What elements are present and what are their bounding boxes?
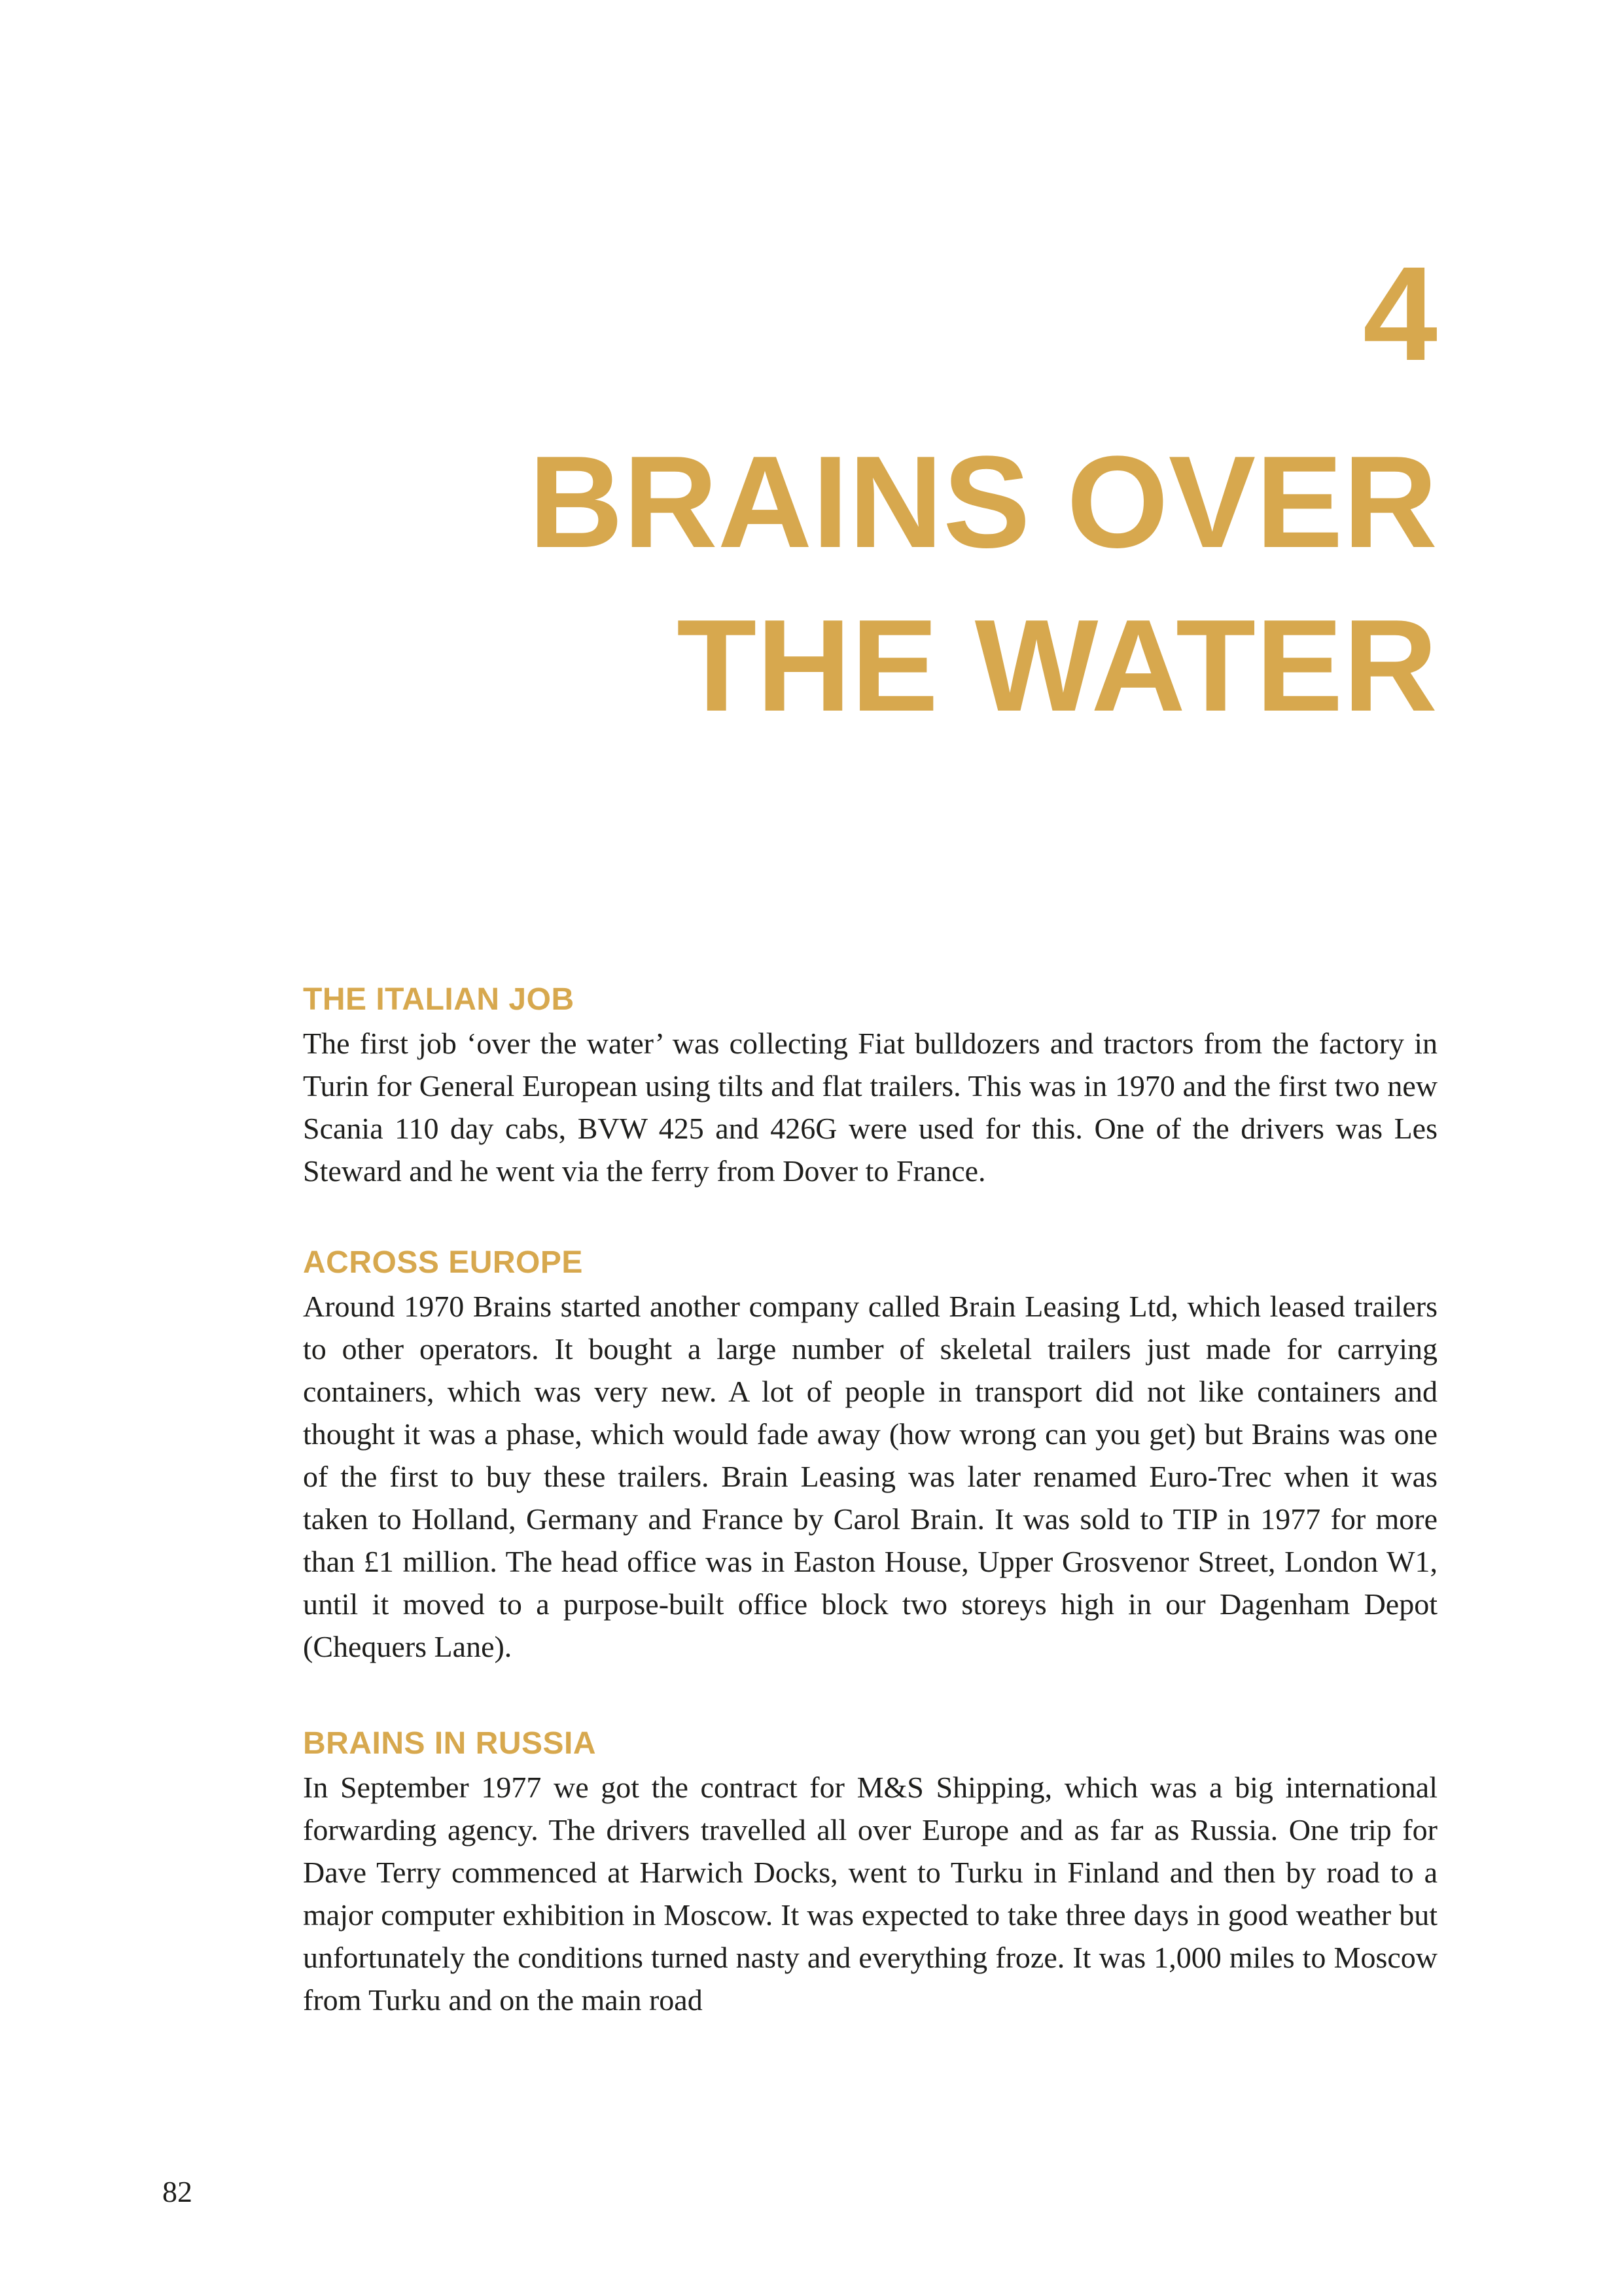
section-paragraph: In September 1977 we got the contract for M&S Shipping, which was a big international forwarding agency. The drivers travelled all over Europe and as far as Russia. One trip for Dave Terry commenced at Harwich Docks, went to Turku in Finland and then by road to a major computer exhibition in Moscow. It was expected to take three days in good weather but unfortunately the conditions turned nasty and everything froze. It was 1,000 miles to Moscow from Turku and on the main road: [303, 1771, 1438, 2017]
section-paragraph: Around 1970 Brains started another company called Brain Leasing Ltd, which leased trailers to other operators. It bought a large number of skeletal trailers just made for carrying containers, which was very new. A lot of people in transport did not like containers and thought it was a phase, which would fade away (how wrong can you get) but Brains was one of the first to buy these trailers. Brain Leasing was later renamed Euro-Trec when it was taken to Holland, Germany and France by Carol Brain. It was sold to TIP in 1977 for more than £1 million. The head office was in Easton House, Upper Grosvenor Street, London W1, until it moved to a purpose-built office block two storeys high in our Dagenham Depot (Chequers Lane).: [303, 1290, 1438, 1663]
section-brains-in-russia: [303, 1725, 1438, 2021]
text-column: [303, 981, 1438, 2021]
chapter-number: 4: [1362, 239, 1438, 389]
section-heading: THE ITALIAN JOB: [303, 982, 574, 1017]
chapter-title-line-2: THE WATER: [677, 593, 1438, 739]
section-paragraph: The first job ‘over the water’ was collecting Fiat bulldozers and tractors from the factory in Turin for General European using tilts and flat trailers. This was in 1970 and the first two new Scania 110 day cabs, BVW 425 and 426G were used for this. One of the drivers was Les Steward and he went via the ferry from Dover to France.: [303, 1027, 1438, 1188]
chapter-title-line-1: BRAINS OVER: [528, 429, 1438, 575]
section-heading: BRAINS IN RUSSIA: [303, 1726, 597, 1761]
section-the-italian-job: [303, 981, 1438, 1192]
section-across-europe: [303, 1245, 1438, 1668]
chapter-title: [529, 421, 1438, 748]
page-number: 82: [162, 2175, 192, 2208]
section-heading: ACROSS EUROPE: [303, 1245, 583, 1280]
